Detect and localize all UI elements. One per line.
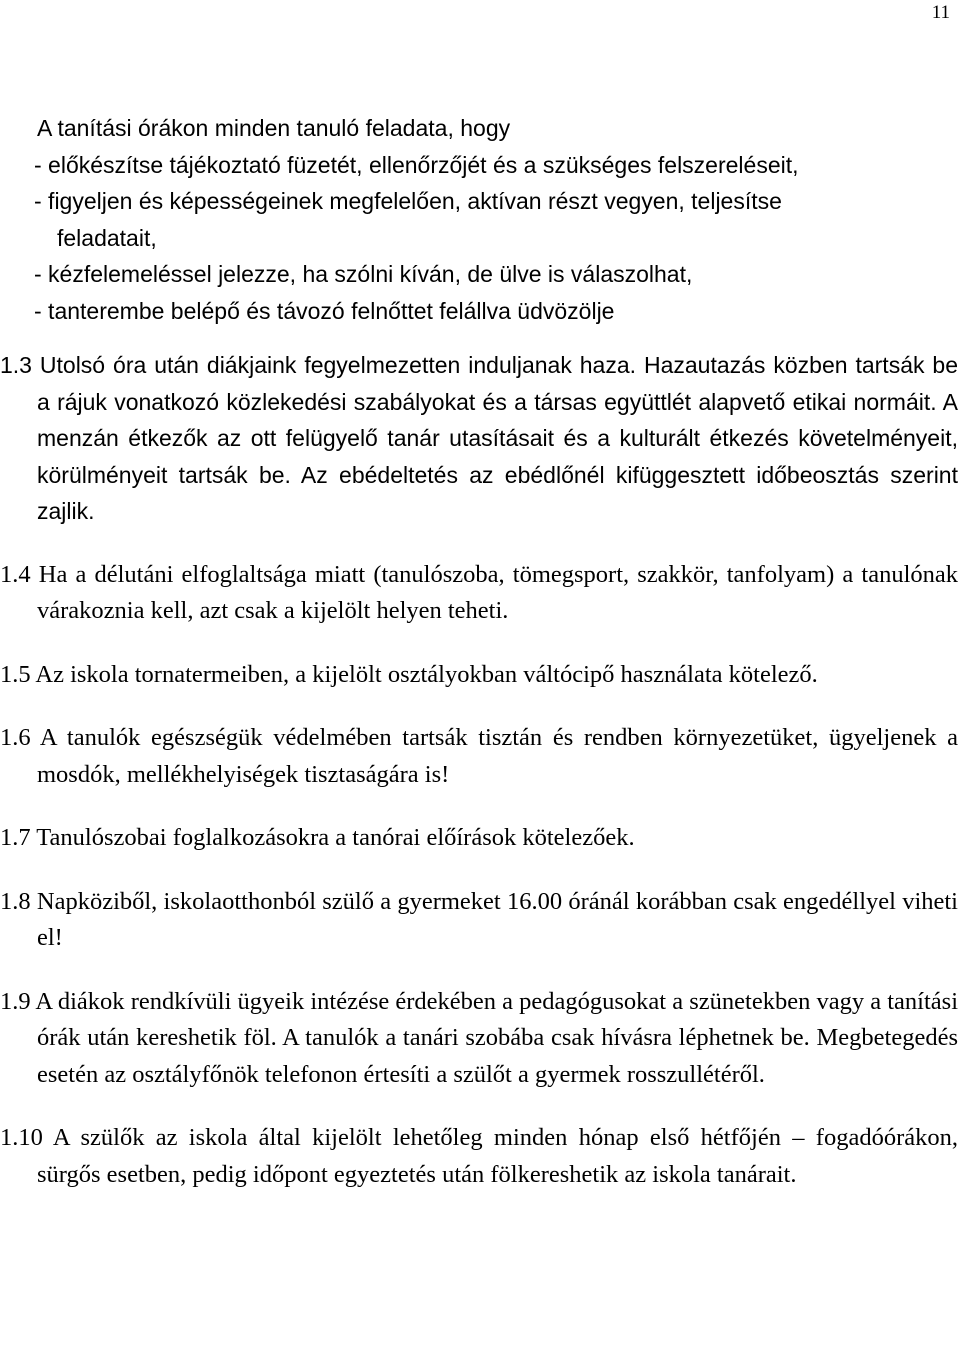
rule-1-4: 1.4 Ha a délutáni elfoglaltsága miatt (tanulószoba, tömegsport, szakkör, tanfolyam) a tanulónak várakoznia kell, azt csak a kijelölt helyen teheti. bbox=[0, 560, 958, 624]
rule-1-5: 1.5 Az iskola tornatermeiben, a kijelölt osztályokban váltócipő használata kötelező. bbox=[0, 660, 818, 688]
rule-1-10: 1.10 A szülők az iskola által kijelölt lehetőleg minden hónap első hétfőjén – fogadóórákon, sürgős esetben, pedig időpont egyeztetés után fölkereshetik az iskola tanárait. bbox=[0, 1124, 958, 1188]
document-body bbox=[0, 110, 960, 1193]
intro-bullet-2: - figyeljen és képességeinek megfelelően, aktívan részt vegyen, teljesítse bbox=[34, 188, 782, 214]
rule-1-8: 1.8 Napköziből, iskolaotthonból szülő a gyermeket 16.00 óránál korábban csak engedéllyel viheti el! bbox=[0, 887, 958, 951]
intro-bullet-4: - tanterembe belépő és távozó felnőttet felállva üdvözölje bbox=[34, 297, 615, 324]
intro-bullet-1: - előkészítse tájékoztató füzetét, ellenőrzőjét és a szükséges felszereléseit, bbox=[34, 151, 799, 178]
intro-section bbox=[0, 110, 960, 329]
rule-1-3 bbox=[0, 347, 960, 530]
intro-lead: A tanítási órákon minden tanuló feladata, hogy bbox=[37, 115, 511, 141]
intro-bullet-3: - kézfelemeléssel jelezze, ha szólni kíván, de ülve is válaszolhat, bbox=[34, 261, 693, 287]
page-number: 11 bbox=[931, 2, 950, 23]
intro-bullet-2-continuation: feladatait, bbox=[57, 224, 157, 251]
rule-1-9: 1.9 A diákok rendkívüli ügyeik intézése érdekében a pedagógusokat a szünetekben vagy a tanítási órák után kereshetik föl. A tanulók a tanári szobába csak hívásra léphetnek be. Megbetegedés esetén az osztályfőnök telefonon értesíti a szülőt a gyermek rosszullétéről. bbox=[0, 987, 958, 1088]
rule-1-7: 1.7 Tanulószobai foglalkozásokra a tanórai előírások kötelezőek. bbox=[0, 824, 635, 851]
rule-1-3-part2: A menzán étkezők az ott felügyelő tanár utasításait és a kulturált étkezés követelményeit, körülményeit tartsák be. Az ebédeltetés az ebédlőnél kifüggesztett időbeosztás szerint zajlik. bbox=[37, 388, 958, 524]
rule-1-3-part1: 1.3 Utolsó óra után diákjaink fegyelmezetten induljanak haza. Hazautazás közben tartsák be a rájuk vonatkozó közlekedési szabályokat és a társas együttlét alapvető etikai normáit. bbox=[0, 352, 958, 415]
rule-1-6: 1.6 A tanulók egészségük védelmében tartsák tisztán és rendben környezetüket, ügyeljenek a mosdók, mellékhelyiségek tisztaságára is! bbox=[0, 724, 958, 788]
